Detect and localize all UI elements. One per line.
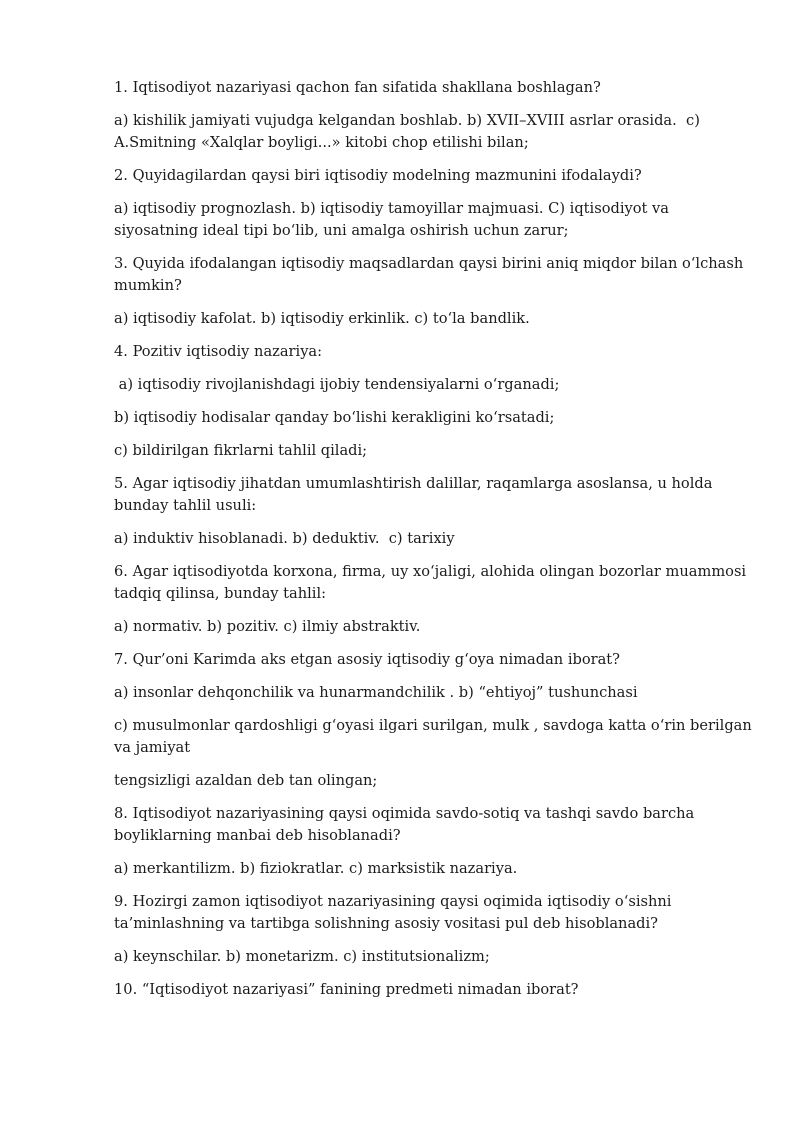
question-4: 4. Pozitiv iqtisodiy nazariya: — [114, 343, 323, 360]
answer-4a: a) iqtisodiy rivojlanishdagi ijobiy tendensiyalarni o‘rganadi; — [114, 376, 560, 393]
question-5: 5. Agar iqtisodiy jihatdan umumlashtirish dalillar, raqamlarga asoslansa, u holda bunday tahlil usuli: — [114, 475, 718, 514]
question-7: 7. Qur’oni Karimda aks etgan asosiy iqtisodiy g‘oya nimadan iborat? — [114, 651, 620, 668]
answers-5: a) induktiv hisoblanadi. b) deduktiv. c) tarixiy — [114, 530, 455, 547]
answer-4c: c) bildirilgan fikrlarni tahlil qiladi; — [114, 442, 368, 459]
answers-9: a) keynschilar. b) monetarizm. c) institutsionalizm; — [114, 948, 490, 965]
document-body — [114, 77, 757, 1012]
answer-4b: b) iqtisodiy hodisalar qanday bo‘lishi kerakligini ko‘rsatadi; — [114, 409, 555, 426]
answers-7ab: a) insonlar dehqonchilik va hunarmandchilik . b) “ehtiyoj” tushunchasi — [114, 684, 638, 701]
question-8: 8. Iqtisodiyot nazariyasining qaysi oqimida savdo-sotiq va tashqi savdo barcha boyliklarning manbai deb hisoblanadi? — [114, 805, 699, 844]
question-1: 1. Iqtisodiyot nazariyasi qachon fan sifatida shakllana boshlagan? — [114, 79, 601, 96]
answers-8: a) merkantilizm. b) fiziokratlar. c) marksistik nazariya. — [114, 860, 518, 877]
answer-7c-continued: tengsizligi azaldan deb tan olingan; — [114, 772, 378, 789]
question-10: 10. “Iqtisodiyot nazariyasi” fanining predmeti nimadan iborat? — [114, 981, 579, 998]
question-2: 2. Quyidagilardan qaysi biri iqtisodiy modelning mazmunini ifodalaydi? — [114, 167, 642, 184]
answer-7c: c) musulmonlar qardoshligi g‘oyasi ilgari surilgan, mulk , savdoga katta o‘rin berilgan va jamiyat — [114, 717, 757, 756]
answers-1: a) kishilik jamiyati vujudga kelgandan boshlab. b) XVII–XVIII asrlar orasida. c) A.Smitning «Xalqlar boyligi...» kitobi chop etilishi bilan; — [114, 112, 705, 151]
answers-2: a) iqtisodiy prognozlash. b) iqtisodiy tamoyillar majmuasi. C) iqtisodiyot va siyosatning ideal tipi bo‘lib, uni amalga oshirish uchun zarur; — [114, 200, 674, 239]
question-3: 3. Quyida ifodalangan iqtisodiy maqsadlardan qaysi birini aniq miqdor bilan o‘lchash mumkin? — [114, 255, 748, 294]
answers-6: a) normativ. b) pozitiv. c) ilmiy abstraktiv. — [114, 618, 421, 635]
question-9: 9. Hozirgi zamon iqtisodiyot nazariyasining qaysi oqimida iqtisodiy o‘sishni ta’minlashning va tartibga solishning asosiy vositasi pul deb hisoblanadi? — [114, 893, 677, 932]
answers-3: a) iqtisodiy kafolat. b) iqtisodiy erkinlik. c) to‘la bandlik. — [114, 310, 530, 327]
question-6: 6. Agar iqtisodiyotda korxona, firma, uy xo‘jaligi, alohida olingan bozorlar muammosi tadqiq qilinsa, bunday tahlil: — [114, 563, 751, 602]
